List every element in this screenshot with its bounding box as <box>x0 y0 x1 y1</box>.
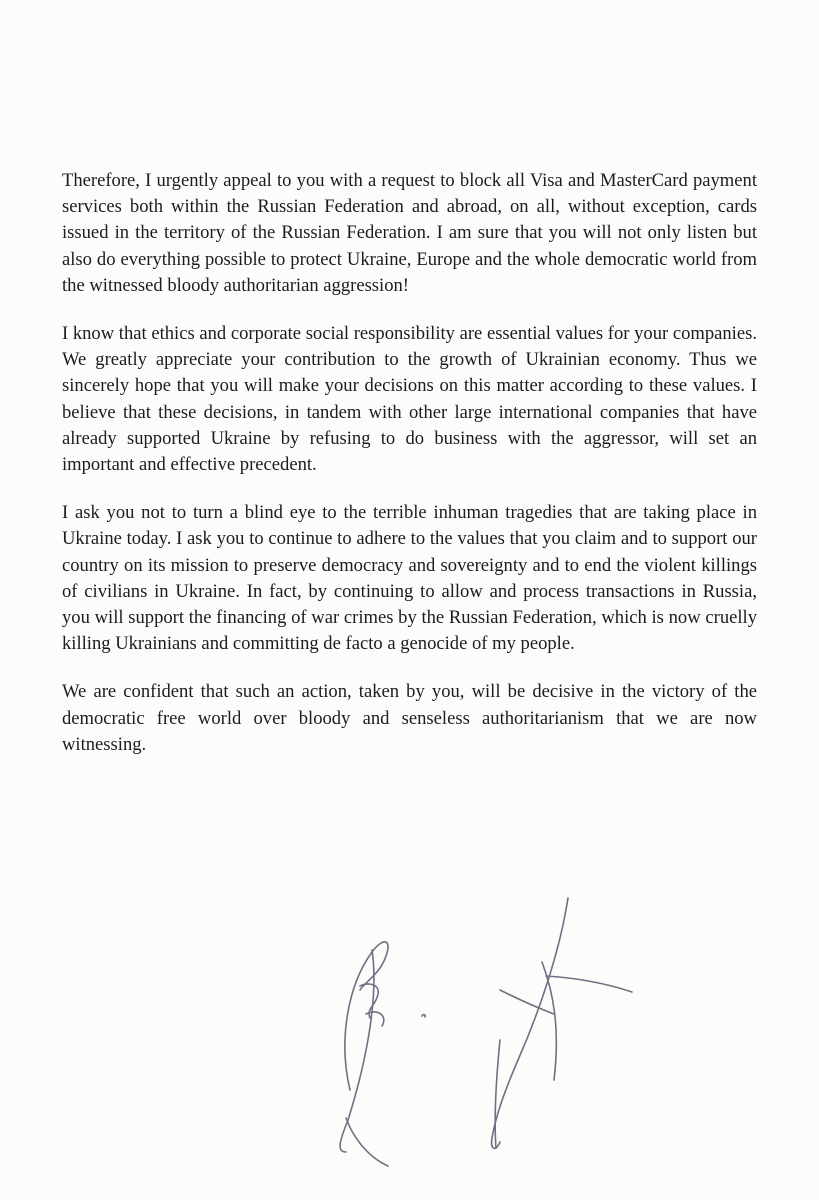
letter-paragraph-3: I ask you not to turn a blind eye to the terrible inhuman tragedies that are taking place in Ukraine today. I ask you to continue to adhere to the values that you claim and to support our country on its mission to preserve democracy and sovereignty and to end the violent killings of civilians in Ukraine. In fact, by continuing to allow and process transactions in Russia, you will support the financing of war crimes by the Russian Federation, which is now cruelly killing Ukrainians and committing de facto a genocide of my people. <box>62 502 757 655</box>
letter-body <box>62 168 757 780</box>
letter-paragraph-1: Therefore, I urgently appeal to you with a request to block all Visa and MasterCard payment services both within the Russian Federation and abroad, on all, without exception, cards issued in the territory of the Russian Federation. I am sure that you will not only listen but also do everything possible to protect Ukraine, Europe and the whole democratic world from the witnessed bloody authoritarian aggression! <box>62 170 757 296</box>
letter-paragraph-4: We are confident that such an action, taken by you, will be decisive in the victory of the democratic free world over bloody and senseless authoritarianism that we are now witnessing. <box>62 681 757 755</box>
handwritten-signature <box>310 890 650 1170</box>
letter-paragraph-2: I know that ethics and corporate social responsibility are essential values for your companies. We greatly appreciate your contribution to the growth of Ukrainian economy. Thus we sincerely hope that you will make your decisions on this matter according to these values. I believe that these decisions, in tandem with other large international companies that have already supported Ukraine by refusing to do business with the aggressor, will set an important and effective precedent. <box>62 323 757 476</box>
